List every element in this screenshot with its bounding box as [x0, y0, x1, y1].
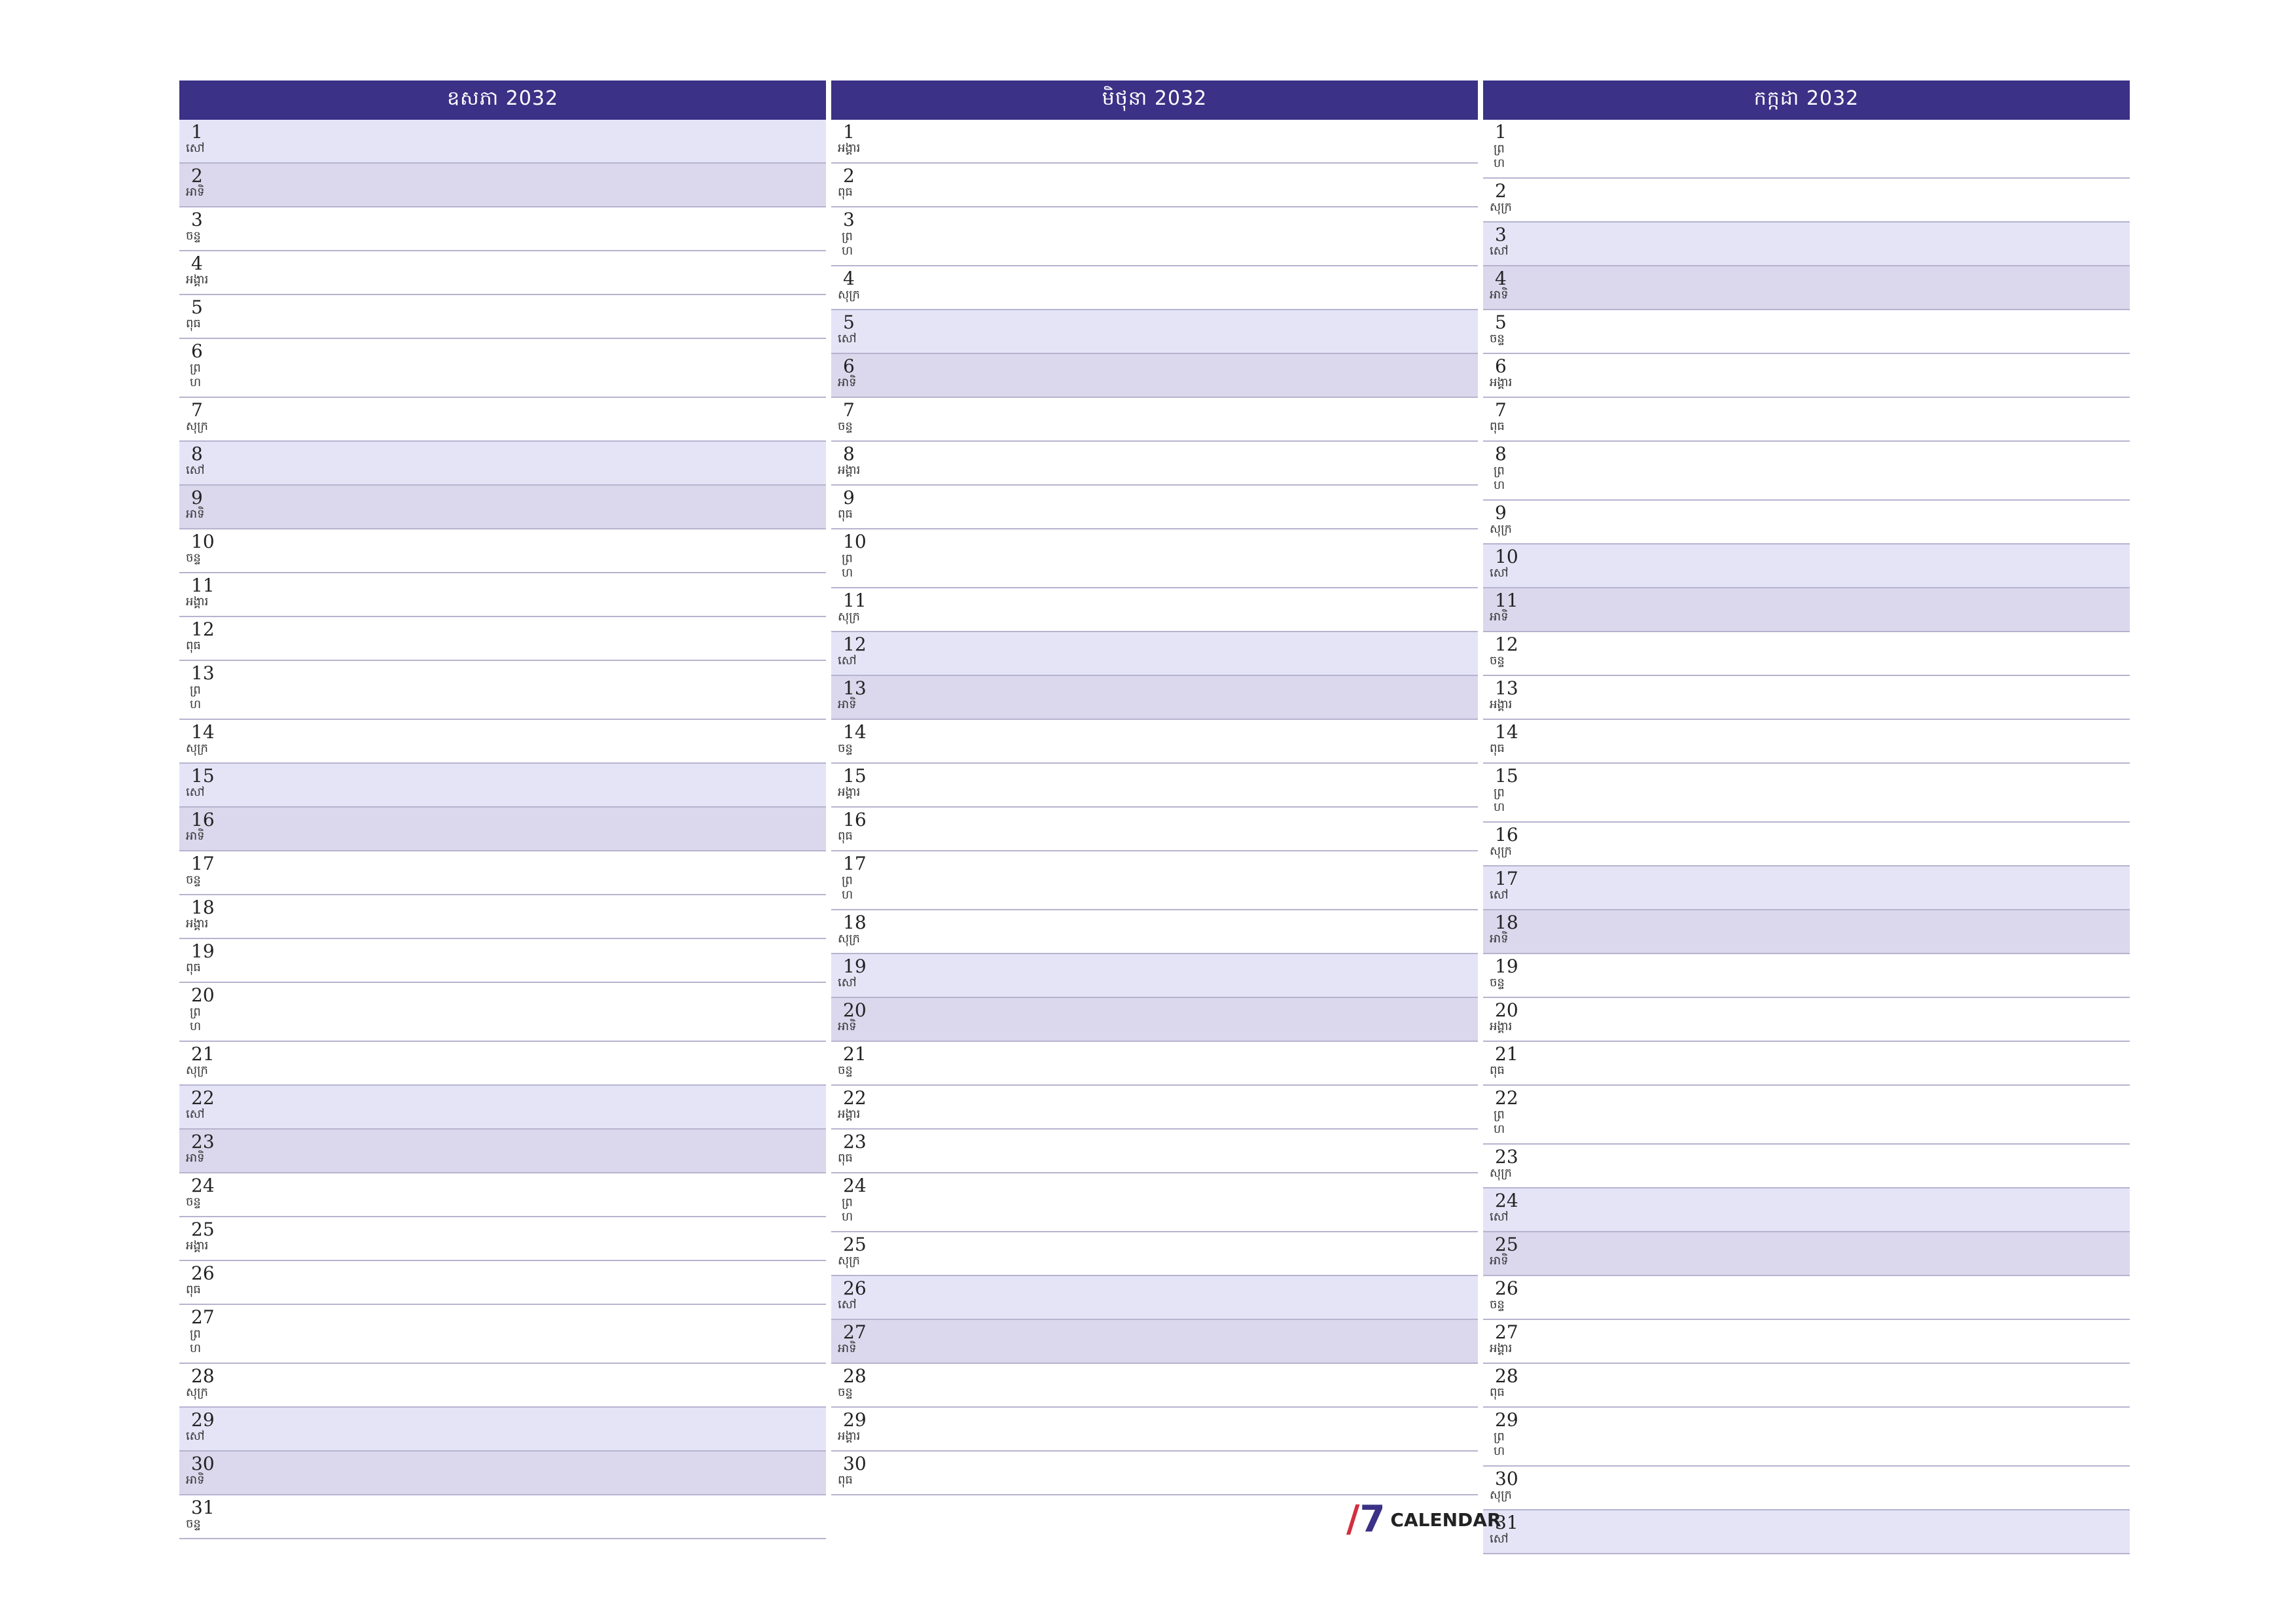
day-number: 8: [191, 443, 203, 465]
day-row: [1483, 1276, 2130, 1320]
day-number: 12: [1495, 633, 1518, 655]
day-number: 11: [191, 575, 215, 596]
weekday-name: ព្រហ: [190, 683, 202, 711]
day-row: [179, 1305, 826, 1364]
weekday-name: ពុធ: [186, 639, 201, 652]
day-row: [179, 895, 826, 939]
day-row: [831, 354, 1478, 398]
day-row: [831, 164, 1478, 207]
day-row: [831, 1130, 1478, 1173]
day-number: 18: [1495, 912, 1518, 933]
weekday-name: សុក្រ: [1490, 1488, 1512, 1502]
day-number: 13: [843, 677, 867, 699]
day-number: 6: [191, 340, 203, 362]
day-row: [1483, 442, 2130, 501]
weekday-name: អាទិ: [1490, 1254, 1509, 1268]
day-number: 13: [191, 662, 215, 684]
weekday-name: ចន្ទ: [186, 1195, 201, 1209]
day-number: 28: [191, 1365, 215, 1387]
weekday-name: ព្រហ: [1494, 464, 1505, 492]
weekday-name: សៅ: [1490, 244, 1509, 258]
day-number: 23: [1495, 1146, 1518, 1168]
day-number: 8: [843, 443, 855, 465]
weekday-name: សៅ: [1490, 1532, 1509, 1546]
day-row: [179, 486, 826, 529]
day-number: 31: [1495, 1512, 1518, 1533]
day-number: 26: [1495, 1277, 1518, 1299]
weekday-name: សៅ: [186, 785, 205, 799]
day-list: [1483, 120, 2130, 1554]
weekday-name: ព្រហ: [190, 361, 202, 389]
weekday-name: អង្គារ: [1490, 698, 1513, 711]
day-row: [831, 207, 1478, 266]
day-number: 20: [843, 999, 867, 1021]
day-number: 17: [843, 853, 867, 874]
weekday-name: ព្រហ: [1494, 142, 1505, 170]
day-number: 25: [191, 1219, 215, 1240]
day-number: 30: [1495, 1468, 1518, 1489]
day-row: [831, 910, 1478, 954]
weekday-name: អង្គារ: [186, 595, 209, 609]
month-title: កក្កដា 2032: [1483, 80, 2130, 120]
day-number: 24: [843, 1175, 867, 1196]
weekday-name: ព្រហ: [842, 1196, 853, 1224]
day-row: [179, 573, 826, 617]
weekday-name: សុក្រ: [1490, 522, 1512, 536]
day-number: 13: [1495, 677, 1518, 699]
day-row: [179, 851, 826, 895]
day-row: [179, 295, 826, 339]
day-row: [1483, 632, 2130, 676]
weekday-name: ពុធ: [1490, 741, 1505, 755]
weekday-name: ចន្ទ: [838, 741, 853, 755]
day-row: [1483, 1467, 2130, 1510]
day-row: [179, 339, 826, 398]
day-number: 9: [843, 487, 855, 508]
weekday-name: ពុធ: [1490, 419, 1505, 433]
day-row: [1483, 223, 2130, 266]
day-row: [831, 998, 1478, 1042]
day-number: 1: [1495, 121, 1507, 143]
day-row: [831, 632, 1478, 676]
weekday-name: អាទិ: [838, 1020, 857, 1033]
day-number: 15: [843, 765, 867, 787]
weekday-name: សៅ: [186, 463, 205, 477]
day-number: 22: [191, 1087, 215, 1109]
weekday-name: សៅ: [1490, 888, 1509, 902]
weekday-name: សៅ: [1490, 566, 1509, 580]
day-row: [1483, 501, 2130, 544]
day-number: 27: [843, 1321, 867, 1343]
weekday-name: អាទិ: [838, 376, 857, 389]
day-number: 12: [843, 633, 867, 655]
weekday-name: ពុធ: [1490, 1385, 1505, 1399]
day-number: 1: [843, 121, 855, 143]
day-number: 21: [1495, 1043, 1518, 1065]
day-row: [179, 207, 826, 251]
weekday-name: សៅ: [838, 976, 857, 990]
day-list: [831, 120, 1478, 1495]
day-row: [179, 764, 826, 808]
weekday-name: អាទិ: [186, 507, 205, 521]
weekday-name: ពុធ: [838, 507, 853, 521]
day-row: [831, 442, 1478, 486]
day-row: [1483, 1188, 2130, 1232]
day-number: 14: [191, 721, 215, 743]
day-number: 12: [191, 618, 215, 640]
day-number: 14: [843, 721, 867, 743]
day-number: 27: [191, 1306, 215, 1328]
day-row: [831, 954, 1478, 998]
weekday-name: អាទិ: [1490, 288, 1509, 302]
day-row: [1483, 588, 2130, 632]
day-row: [831, 1173, 1478, 1232]
day-number: 3: [843, 209, 855, 230]
day-number: 26: [843, 1277, 867, 1299]
day-row: [1483, 720, 2130, 764]
month-may: [179, 80, 826, 1539]
weekday-name: ព្រហ: [190, 1327, 202, 1355]
day-row: [1483, 310, 2130, 354]
day-row: [831, 1452, 1478, 1495]
weekday-name: អាទិ: [1490, 932, 1509, 946]
day-row: [179, 939, 826, 983]
day-number: 2: [843, 165, 855, 187]
day-number: 5: [843, 312, 855, 333]
weekday-name: សុក្រ: [186, 419, 208, 433]
day-row: [831, 529, 1478, 588]
day-number: 19: [1495, 955, 1518, 977]
weekday-name: អង្គារ: [838, 463, 861, 477]
weekday-name: ពុធ: [1490, 1063, 1505, 1077]
day-row: [831, 1276, 1478, 1320]
day-number: 15: [191, 765, 215, 787]
day-row: [179, 617, 826, 661]
day-number: 26: [191, 1262, 215, 1284]
day-number: 18: [191, 897, 215, 918]
day-number: 5: [191, 296, 203, 318]
weekday-name: ចន្ទ: [186, 873, 201, 887]
day-number: 15: [1495, 765, 1518, 787]
weekday-name: ចន្ទ: [1490, 332, 1505, 346]
day-row: [179, 1086, 826, 1130]
day-row: [179, 1042, 826, 1086]
day-number: 31: [191, 1497, 215, 1518]
weekday-name: ពុធ: [186, 317, 201, 330]
day-row: [831, 676, 1478, 720]
day-row: [1483, 1145, 2130, 1188]
day-row: [1483, 120, 2130, 179]
day-number: 17: [1495, 868, 1518, 889]
day-row: [179, 1173, 826, 1217]
day-row: [179, 983, 826, 1042]
day-number: 20: [1495, 999, 1518, 1021]
weekday-name: ចន្ទ: [186, 229, 201, 243]
weekday-name: ចន្ទ: [1490, 1298, 1505, 1311]
weekday-name: សៅ: [186, 141, 205, 155]
day-number: 4: [843, 268, 855, 289]
day-row: [179, 1452, 826, 1495]
day-number: 22: [843, 1087, 867, 1109]
weekday-name: សុក្រ: [186, 741, 208, 755]
weekday-name: អង្គារ: [186, 917, 209, 931]
day-row: [179, 442, 826, 486]
day-number: 21: [843, 1043, 867, 1065]
weekday-name: ចន្ទ: [838, 1385, 853, 1399]
day-row: [831, 266, 1478, 310]
day-row: [831, 398, 1478, 442]
day-number: 4: [1495, 268, 1507, 289]
weekday-name: អង្គារ: [1490, 376, 1513, 389]
day-row: [1483, 1510, 2130, 1554]
day-number: 14: [1495, 721, 1518, 743]
day-number: 10: [191, 531, 215, 552]
day-number: 6: [843, 355, 855, 377]
weekday-name: ព្រហ: [1494, 786, 1505, 814]
day-row: [1483, 1408, 2130, 1467]
weekday-name: អង្គារ: [186, 273, 209, 287]
day-row: [1483, 266, 2130, 310]
weekday-name: សុក្រ: [1490, 1166, 1512, 1180]
weekday-name: ពុធ: [186, 1283, 201, 1296]
day-row: [179, 1495, 826, 1539]
day-row: [1483, 866, 2130, 910]
weekday-name: សុក្រ: [1490, 844, 1512, 858]
day-number: 25: [843, 1234, 867, 1255]
day-row: [1483, 1086, 2130, 1145]
day-row: [1483, 1320, 2130, 1364]
day-number: 21: [191, 1043, 215, 1065]
weekday-name: ចន្ទ: [1490, 976, 1505, 990]
day-number: 4: [191, 253, 203, 274]
day-row: [179, 1408, 826, 1452]
day-row: [179, 1130, 826, 1173]
day-number: 18: [843, 912, 867, 933]
day-number: 25: [1495, 1234, 1518, 1255]
day-row: [831, 808, 1478, 851]
weekday-name: ចន្ទ: [838, 1063, 853, 1077]
day-number: 9: [1495, 502, 1507, 524]
day-row: [831, 486, 1478, 529]
weekday-name: ពុធ: [838, 1151, 853, 1165]
month-title: មិថុនា 2032: [831, 80, 1478, 120]
day-number: 8: [1495, 443, 1507, 465]
day-number: 23: [843, 1131, 867, 1152]
day-number: 11: [843, 590, 867, 611]
day-number: 10: [1495, 546, 1518, 567]
day-row: [831, 851, 1478, 910]
day-number: 3: [191, 209, 203, 230]
weekday-name: សុក្រ: [838, 1254, 860, 1268]
day-row: [179, 164, 826, 207]
day-row: [179, 808, 826, 851]
day-number: 24: [191, 1175, 215, 1196]
month-june: [831, 80, 1478, 1495]
day-number: 11: [1495, 590, 1518, 611]
weekday-name: អាទិ: [1490, 610, 1509, 624]
weekday-name: ចន្ទ: [1490, 654, 1505, 668]
weekday-name: សុក្រ: [838, 288, 860, 302]
day-row: [831, 1408, 1478, 1452]
day-number: 6: [1495, 355, 1507, 377]
day-row: [1483, 910, 2130, 954]
day-row: [831, 310, 1478, 354]
day-number: 20: [191, 984, 215, 1006]
weekday-name: អង្គារ: [186, 1239, 209, 1253]
day-number: 28: [843, 1365, 867, 1387]
weekday-name: អង្គារ: [838, 1107, 861, 1121]
weekday-name: សៅ: [186, 1429, 205, 1443]
weekday-name: ព្រហ: [1494, 1430, 1505, 1458]
day-number: 2: [191, 165, 203, 187]
day-row: [831, 1364, 1478, 1408]
day-row: [1483, 823, 2130, 866]
weekday-name: សៅ: [186, 1107, 205, 1121]
weekday-name: សុក្រ: [1490, 200, 1512, 214]
day-number: 7: [191, 399, 203, 421]
day-number: 29: [191, 1409, 215, 1431]
month-title: ឧសភា 2032: [179, 80, 826, 120]
day-row: [1483, 1232, 2130, 1276]
day-number: 19: [191, 940, 215, 962]
weekday-name: សៅ: [838, 1298, 857, 1311]
day-row: [1483, 954, 2130, 998]
day-row: [179, 720, 826, 764]
day-row: [179, 529, 826, 573]
weekday-name: សុក្រ: [186, 1385, 208, 1399]
day-row: [831, 588, 1478, 632]
weekday-name: អាទិ: [186, 1151, 205, 1165]
day-row: [1483, 1042, 2130, 1086]
weekday-name: សុក្រ: [838, 932, 860, 946]
day-number: 9: [191, 487, 203, 508]
day-row: [179, 1364, 826, 1408]
day-number: 29: [843, 1409, 867, 1431]
day-row: [179, 120, 826, 164]
weekday-name: អាទិ: [838, 698, 857, 711]
weekday-name: ពុធ: [186, 961, 201, 974]
calendar-logo: [1346, 1498, 1501, 1541]
weekday-name: ព្រហ: [842, 874, 853, 902]
day-number: 16: [191, 809, 215, 830]
day-number: 2: [1495, 180, 1507, 202]
weekday-name: អាទិ: [838, 1342, 857, 1355]
day-number: 30: [191, 1453, 215, 1474]
weekday-name: សុក្រ: [186, 1063, 208, 1077]
day-number: 30: [843, 1453, 867, 1474]
day-row: [1483, 676, 2130, 720]
day-row: [179, 251, 826, 295]
day-row: [179, 1261, 826, 1305]
day-row: [831, 1320, 1478, 1364]
weekday-name: អង្គារ: [1490, 1020, 1513, 1033]
day-list: [179, 120, 826, 1539]
day-row: [1483, 764, 2130, 823]
weekday-name: ពុធ: [838, 1473, 853, 1487]
weekday-name: សៅ: [838, 654, 857, 668]
day-row: [831, 1232, 1478, 1276]
day-number: 10: [843, 531, 867, 552]
day-number: 1: [191, 121, 203, 143]
weekday-name: ចន្ទ: [186, 1517, 201, 1531]
day-number: 24: [1495, 1190, 1518, 1211]
weekday-name: អង្គារ: [838, 785, 861, 799]
weekday-name: ពុធ: [838, 829, 853, 843]
day-row: [831, 764, 1478, 808]
day-number: 29: [1495, 1409, 1518, 1431]
day-row: [179, 661, 826, 720]
day-number: 22: [1495, 1087, 1518, 1109]
weekday-name: ព្រហ: [842, 230, 853, 258]
day-number: 7: [843, 399, 855, 421]
day-number: 23: [191, 1131, 215, 1152]
weekday-name: សុក្រ: [838, 610, 860, 624]
logo-text: CALENDAR: [1390, 1508, 1501, 1531]
weekday-name: ព្រហ: [190, 1005, 202, 1033]
weekday-name: សៅ: [838, 332, 857, 346]
day-row: [1483, 354, 2130, 398]
day-row: [179, 1217, 826, 1261]
weekday-name: ព្រហ: [1494, 1108, 1505, 1136]
day-number: 16: [843, 809, 867, 830]
weekday-name: ចន្ទ: [186, 551, 201, 565]
day-number: 3: [1495, 224, 1507, 245]
day-number: 28: [1495, 1365, 1518, 1387]
weekday-name: អង្គារ: [838, 1429, 861, 1443]
day-number: 5: [1495, 312, 1507, 333]
weekday-name: អាទិ: [186, 829, 205, 843]
weekday-name: ព្រហ: [842, 552, 853, 580]
day-row: [179, 398, 826, 442]
weekday-name: សៅ: [1490, 1210, 1509, 1224]
seven-logo-icon: /7: [1346, 1498, 1386, 1541]
day-row: [1483, 1364, 2130, 1408]
weekday-name: ចន្ទ: [838, 419, 853, 433]
day-row: [1483, 544, 2130, 588]
day-row: [831, 1042, 1478, 1086]
day-row: [1483, 398, 2130, 442]
day-row: [1483, 998, 2130, 1042]
day-row: [1483, 179, 2130, 223]
day-row: [831, 720, 1478, 764]
weekday-name: អង្គារ: [1490, 1342, 1513, 1355]
weekday-name: អង្គារ: [838, 141, 861, 155]
weekday-name: អាទិ: [186, 1473, 205, 1487]
day-number: 27: [1495, 1321, 1518, 1343]
day-row: [831, 120, 1478, 164]
day-number: 17: [191, 853, 215, 874]
weekday-name: ពុធ: [838, 185, 853, 199]
day-number: 19: [843, 955, 867, 977]
month-july: [1483, 80, 2130, 1554]
day-row: [831, 1086, 1478, 1130]
day-number: 16: [1495, 824, 1518, 846]
weekday-name: អាទិ: [186, 185, 205, 199]
day-number: 7: [1495, 399, 1507, 421]
